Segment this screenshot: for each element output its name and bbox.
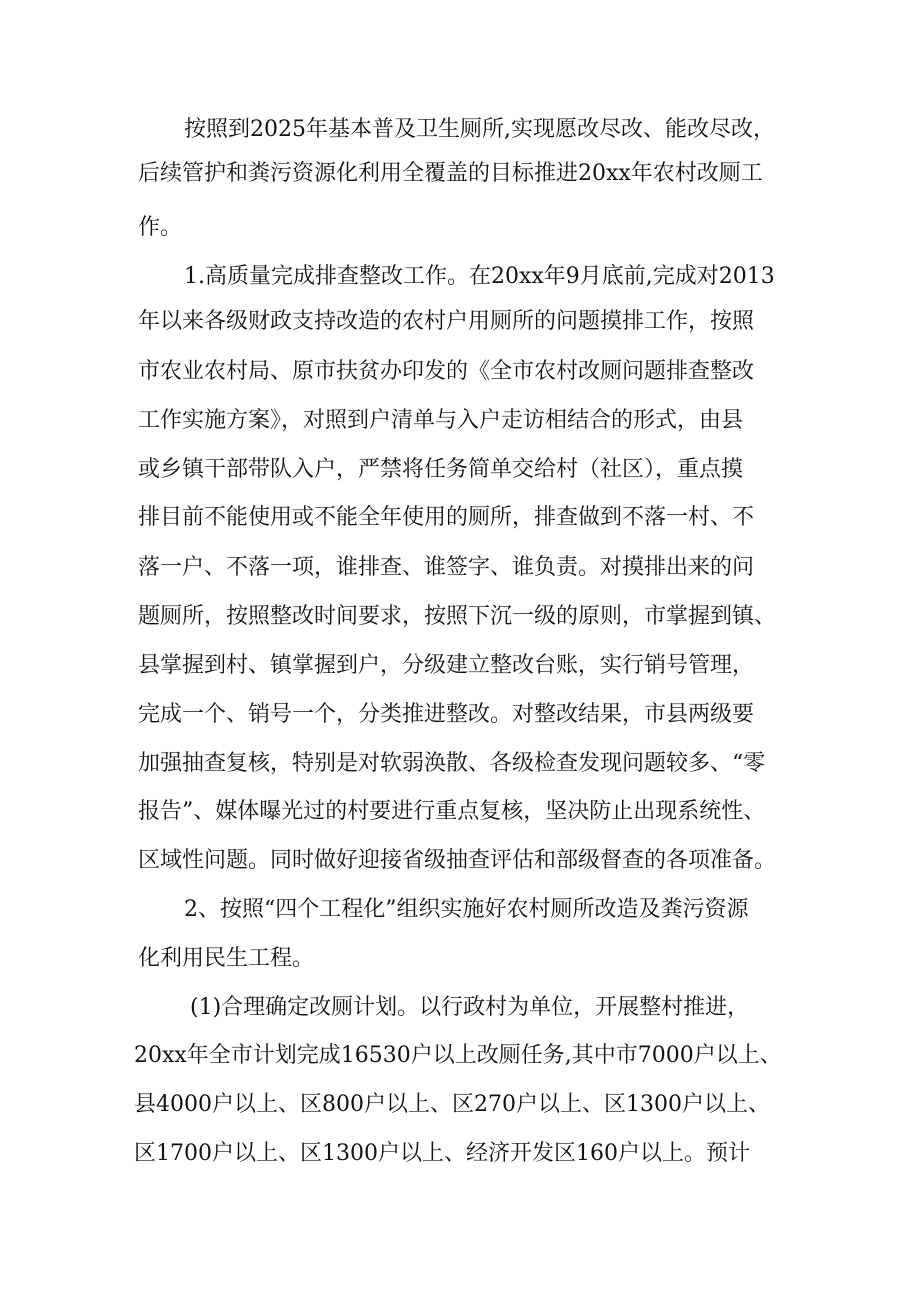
text-line: 20xx年全市计划完成16530户以上改厕任务,其中市7000户以上、 xyxy=(134,1043,782,1068)
text-line: 县掌握到村、镇掌握到户，分级建立整改台账，实行销号管理， xyxy=(138,653,755,678)
text-line: 年以来各级财政支持改造的农村户用厕所的问题摸排工作，按照 xyxy=(138,309,755,334)
text-line: 题厕所，按照整改时间要求，按照下沉一级的原则，市掌握到镇、 xyxy=(138,604,777,629)
text-line: 区1700户以上、区1300户以上、经济开发区160户以上。预计 xyxy=(134,1141,750,1166)
text-line: 市农业农村局、原市扶贫办印发的《全市农村改厕问题排查整改 xyxy=(138,359,755,384)
text-line: 加强抽查复核，特别是对软弱涣散、各级检查发现问题较多、“零 xyxy=(138,751,766,776)
text-line: 工作实施方案》，对照到户清单与入户走访相结合的形式，由县 xyxy=(138,408,744,433)
text-line: 区域性问题。同时做好迎接省级抽查评估和部级督查的各项准备。 xyxy=(138,848,777,873)
text-line: (1)合理确定改厕计划。以行政村为单位，开展整村推进， xyxy=(190,995,750,1020)
text-line: 或乡镇干部带队入户，严禁将任务简单交给村（社区），重点摸 xyxy=(138,457,744,482)
text-line: 2、按照“四个工程化”组织实施好农村厕所改造及粪污资源 xyxy=(184,897,749,922)
text-line: 按照到2025年基本普及卫生厕所,实现愿改尽改、能改尽改， xyxy=(184,117,775,142)
text-line: 报告”、媒体曝光过的村要进行重点复核，坚决防止出现系统性、 xyxy=(138,799,766,824)
text-line: 1.高质量完成排查整改工作。在20xx年9月底前,完成对2013 xyxy=(184,264,775,289)
text-line: 完成一个、销号一个，分类推进整改。对整改结果，市县两级要 xyxy=(138,702,755,727)
text-line: 落一户、不落一项，谁排查、谁签字、谁负责。对摸排出来的问 xyxy=(138,555,755,580)
text-line: 作。 xyxy=(138,215,183,240)
text-line: 化利用民生工程。 xyxy=(138,946,315,971)
text-line: 县4000户以上、区800户以上、区270户以上、区1300户以上、 xyxy=(134,1092,770,1117)
text-line: 排目前不能使用或不能全年使用的厕所，排查做到不落一村、不 xyxy=(138,505,755,530)
text-line: 后续管护和粪污资源化利用全覆盖的目标推进20xx年农村改厕工 xyxy=(138,161,763,186)
